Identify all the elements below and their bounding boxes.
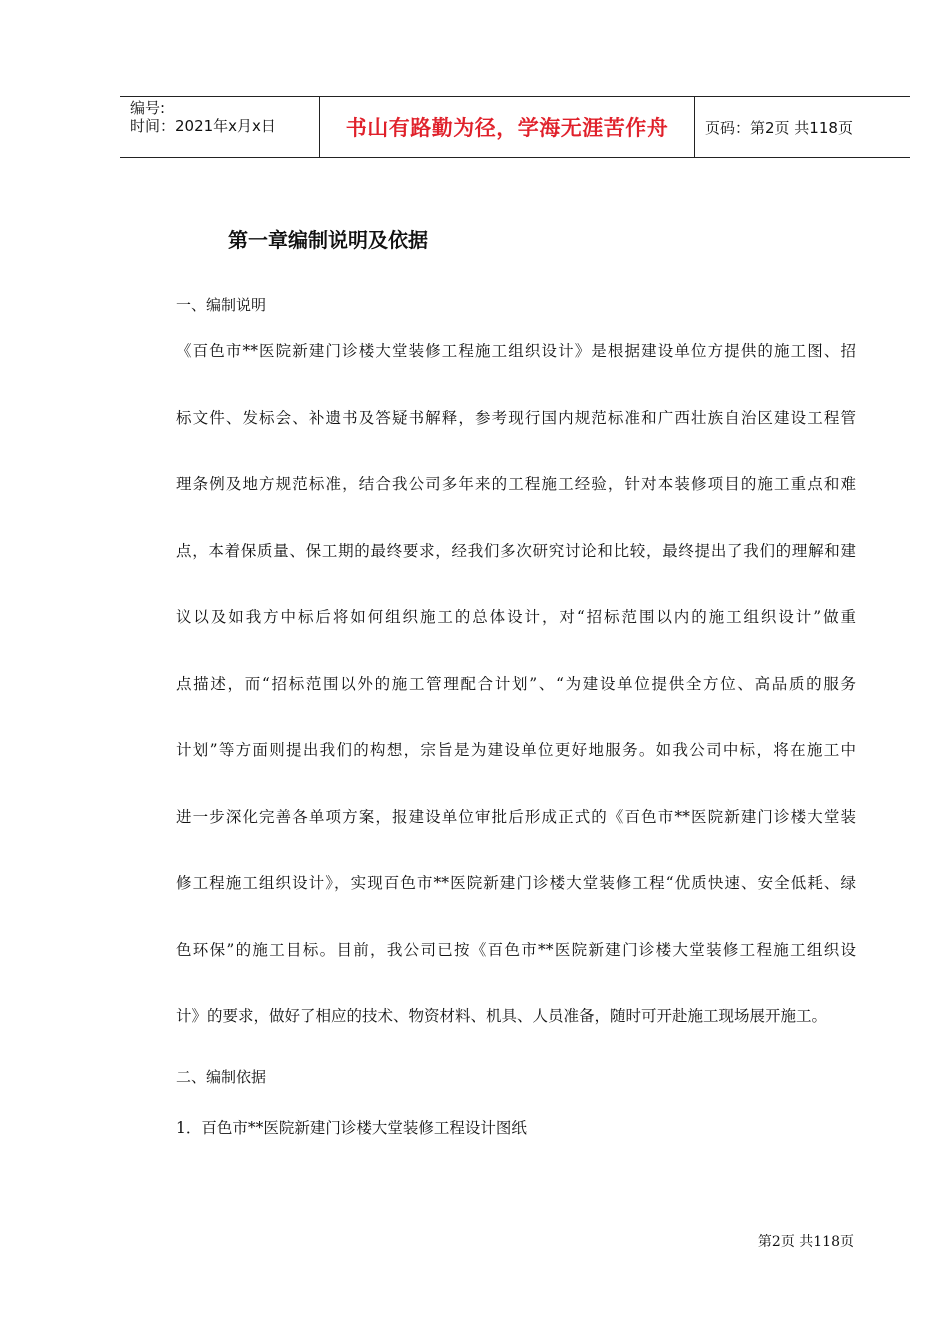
list-item: 1．百色市**医院新建门诊楼大堂装修工程设计图纸 xyxy=(176,1119,527,1137)
document-number-label: 编号: xyxy=(130,99,166,117)
header-page-number: 页码：第2页 共118页 xyxy=(705,118,853,137)
paragraph-line: 计》的要求，做好了相应的技术、物资材料、机具、人员准备，随时可开赴施工现场展开施工。 xyxy=(176,1007,828,1025)
paragraph-line: 点，本着保质量、保工期的最终要求，经我们多次研究讨论和比较，最终提出了我们的理解和建 xyxy=(176,541,856,560)
section-heading-2: 二、编制依据 xyxy=(176,1068,267,1086)
paragraph-line: 进一步深化完善各单项方案，报建设单位审批后形成正式的《百色市**医院新建门诊楼大堂装 xyxy=(176,807,856,826)
chapter-title: 第一章编制说明及依据 xyxy=(228,228,428,252)
page-header xyxy=(120,96,910,158)
paragraph-line: 标文件、发标会、补遗书及答疑书解释，参考现行国内规范标准和广西壮族自治区建设工程管 xyxy=(176,408,856,427)
header-motto: 书山有路勤为径，学海无涯苦作舟 xyxy=(320,97,695,157)
paragraph-line: 色环保”的施工目标。目前，我公司已按《百色市**医院新建门诊楼大堂装修工程施工组织设 xyxy=(176,940,856,959)
document-time-label: 时间：2021年x月x日 xyxy=(130,117,276,135)
paragraph-line: 《百色市**医院新建门诊楼大堂装修工程施工组织设计》是根据建设单位方提供的施工图、招 xyxy=(176,342,856,360)
body-paragraph xyxy=(176,340,856,1072)
paragraph-line: 议以及如我方中标后将如何组织施工的总体设计，对“招标范围以内的施工组织设计”做重 xyxy=(176,608,856,626)
paragraph-line: 计划”等方面则提出我们的构想，宗旨是为建设单位更好地服务。如我公司中标，将在施工中 xyxy=(176,741,856,759)
footer-page-number: 第2页 共118页 xyxy=(757,1234,854,1250)
paragraph-line: 点描述，而“招标范围以外的施工管理配合计划”、“为建设单位提供全方位、高品质的服务 xyxy=(176,674,856,693)
header-meta-cell xyxy=(120,97,320,157)
paragraph-line: 修工程施工组织设计》，实现百色市**医院新建门诊楼大堂装修工程“优质快速、安全低耗、绿 xyxy=(176,874,856,892)
section-heading-1: 一、编制说明 xyxy=(176,296,267,314)
paragraph-line: 理条例及地方规范标准，结合我公司多年来的工程施工经验，针对本装修项目的施工重点和难 xyxy=(176,475,856,493)
